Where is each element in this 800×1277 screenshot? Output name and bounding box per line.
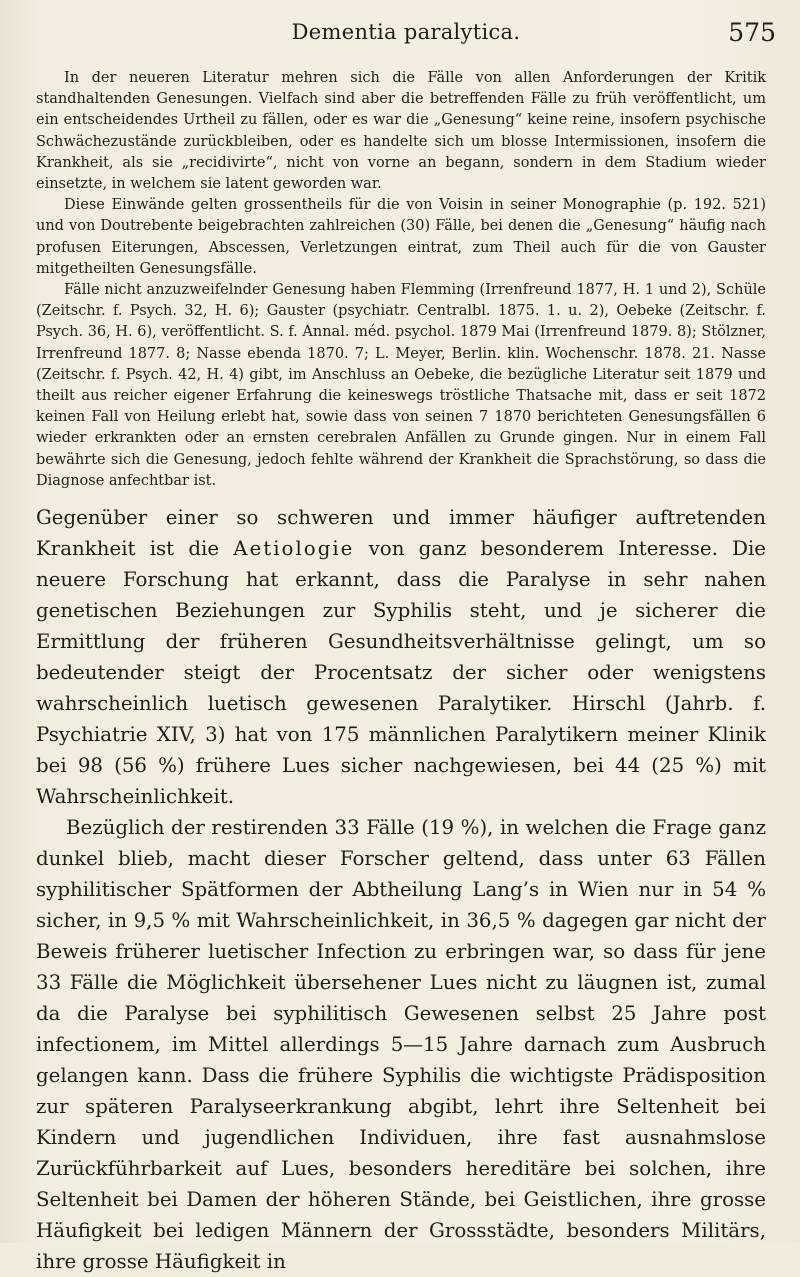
running-header — [36, 18, 776, 52]
aetiologie-keyword: Aetiologie — [233, 537, 355, 561]
main-text-section — [36, 502, 766, 1277]
page-number: 575 — [728, 18, 776, 47]
page-body — [36, 68, 766, 1277]
paragraph-literatur: Fälle nicht anzuzweifelnder Genesung haben Flemming (Irrenfreund 1877, H. 1 und 2), Schüle (Zeitschr. f. Psych. 32, H. 6); Gauster (psychiatr. Centralbl. 1875. 1. u. 2), Oebeke (Zeitschr. f. Psych. 36, H. 6), veröffentlicht. S. f. Annal. méd. psychol. 1879 Mai (Irrenfreund 1879. 8); Stölzner, Irrenfreund 1877. 8; Nasse ebenda 1870. 7; L. Meyer, Berlin. klin. Wochenschr. 1878. 21. Nasse (Zeitschr. f. Psych. 42, H. 4) gibt, im Anschluss an Oebeke, die bezügliche Literatur seit 1879 und theilt aus reicher eigener Erfahrung die keineswegs tröstliche Thatsache mit, dass er seit 1872 keinen Fall von Heilung erlebt hat, sowie dass von seinen 7 1870 berichteten Genesungsfällen 6 wieder erkrankten oder an ernsten cerebralen Anfällen zu Grunde gingen. Nur in einem Fall bewährte sich die Genesung, jedoch fehlte während der Krankheit die Sprachstörung, so dass die Diagnose anfechtbar ist. — [36, 282, 766, 489]
paragraph-restirende-faelle: Bezüglich der restirenden 33 Fälle (19 %), in welchen die Frage ganz dunkel blieb, macht dieser Forscher geltend, dass unter 63 Fällen syphilitischer Spätformen der Abtheilung Lang’s in Wien nur in 54 % sicher, in 9,5 % mit Wahrscheinlichkeit, in 36,5 % dagegen gar nicht der Beweis früherer luetischer Infection zu erbringen war, so dass für jene 33 Fälle die Möglichkeit übersehener Lues nicht zu läugnen ist, zumal da die Paralyse bei syphilitisch Gewesenen selbst 25 Jahre post infectionem, im Mittel allerdings 5—15 Jahre darnach zum Ausbruch gelangen kann. Dass die frühere Syphilis die wichtigste Prädisposition zur späteren Paralyseerkrankung abgibt, lehrt ihre Seltenheit bei Kindern und jugendlichen Individuen, ihre fast ausnahmslose Zurückführbarkeit auf Lues, besonders hereditäre bei solchen, ihre Seltenheit bei Damen der höheren Stände, bei Geistlichen, ihre grosse Häufigkeit bei ledigen Männern der Grossstädte, besonders Militärs, ihre grosse Häufigkeit in — [36, 816, 766, 1274]
paragraph-genesungen: In der neueren Literatur mehren sich die Fälle von allen Anforderungen der Kritik standhaltenden Genesungen. Vielfach sind aber die betreffenden Fälle zu früh veröffentlicht, um ein entscheidendes Urtheil zu fällen, oder es war die „Genesung“ keine reine, insofern psychische Schwächezustände zurückbleiben, oder es handelte sich um blosse Intermissionen, insofern die Krankheit, als sie „recidivirte“, nicht von vorne an begann, sondern in dem Stadium wieder einsetzte, in welchem sie latent geworden war. — [36, 70, 766, 193]
aetiologie-text-start: Gegenüber einer so schweren und immer häufiger auftretenden Krankheit ist die — [36, 506, 766, 561]
paragraph-aetiologie — [36, 502, 766, 812]
small-print-section — [36, 68, 766, 492]
paragraph-einwaende: Diese Einwände gelten grossentheils für die von Voisin in seiner Monographie (p. 192. 521) und von Doutrebente beigebrachten zahlreichen (30) Fälle, bei denen die „Genesung“ häufig nach profusen Eiterungen, Abscessen, Verletzungen eintrat, zum Theil auch für die von Gauster mitgetheilten Genesungsfälle. — [36, 197, 766, 277]
running-title: Dementia paralytica. — [291, 20, 521, 44]
aetiologie-text-end: von ganz besonderem Interesse. Die neuere Forschung hat erkannt, dass die Paralyse in sehr nahen genetischen Beziehungen zur Syphilis steht, und je sicherer die Ermittlung der früheren Gesundheitsverhältnisse gelingt, um so bedeutender steigt der Procentsatz der sicher oder wenigstens wahrscheinlich luetisch gewesenen Paralytiker. Hirschl (Jahrb. f. Psychiatrie XIV, 3) hat von 175 männlichen Paralytikern meiner Klinik bei 98 (56 %) frühere Lues sicher nachgewiesen, bei 44 (25 %) mit Wahrscheinlichkeit. — [36, 537, 766, 809]
